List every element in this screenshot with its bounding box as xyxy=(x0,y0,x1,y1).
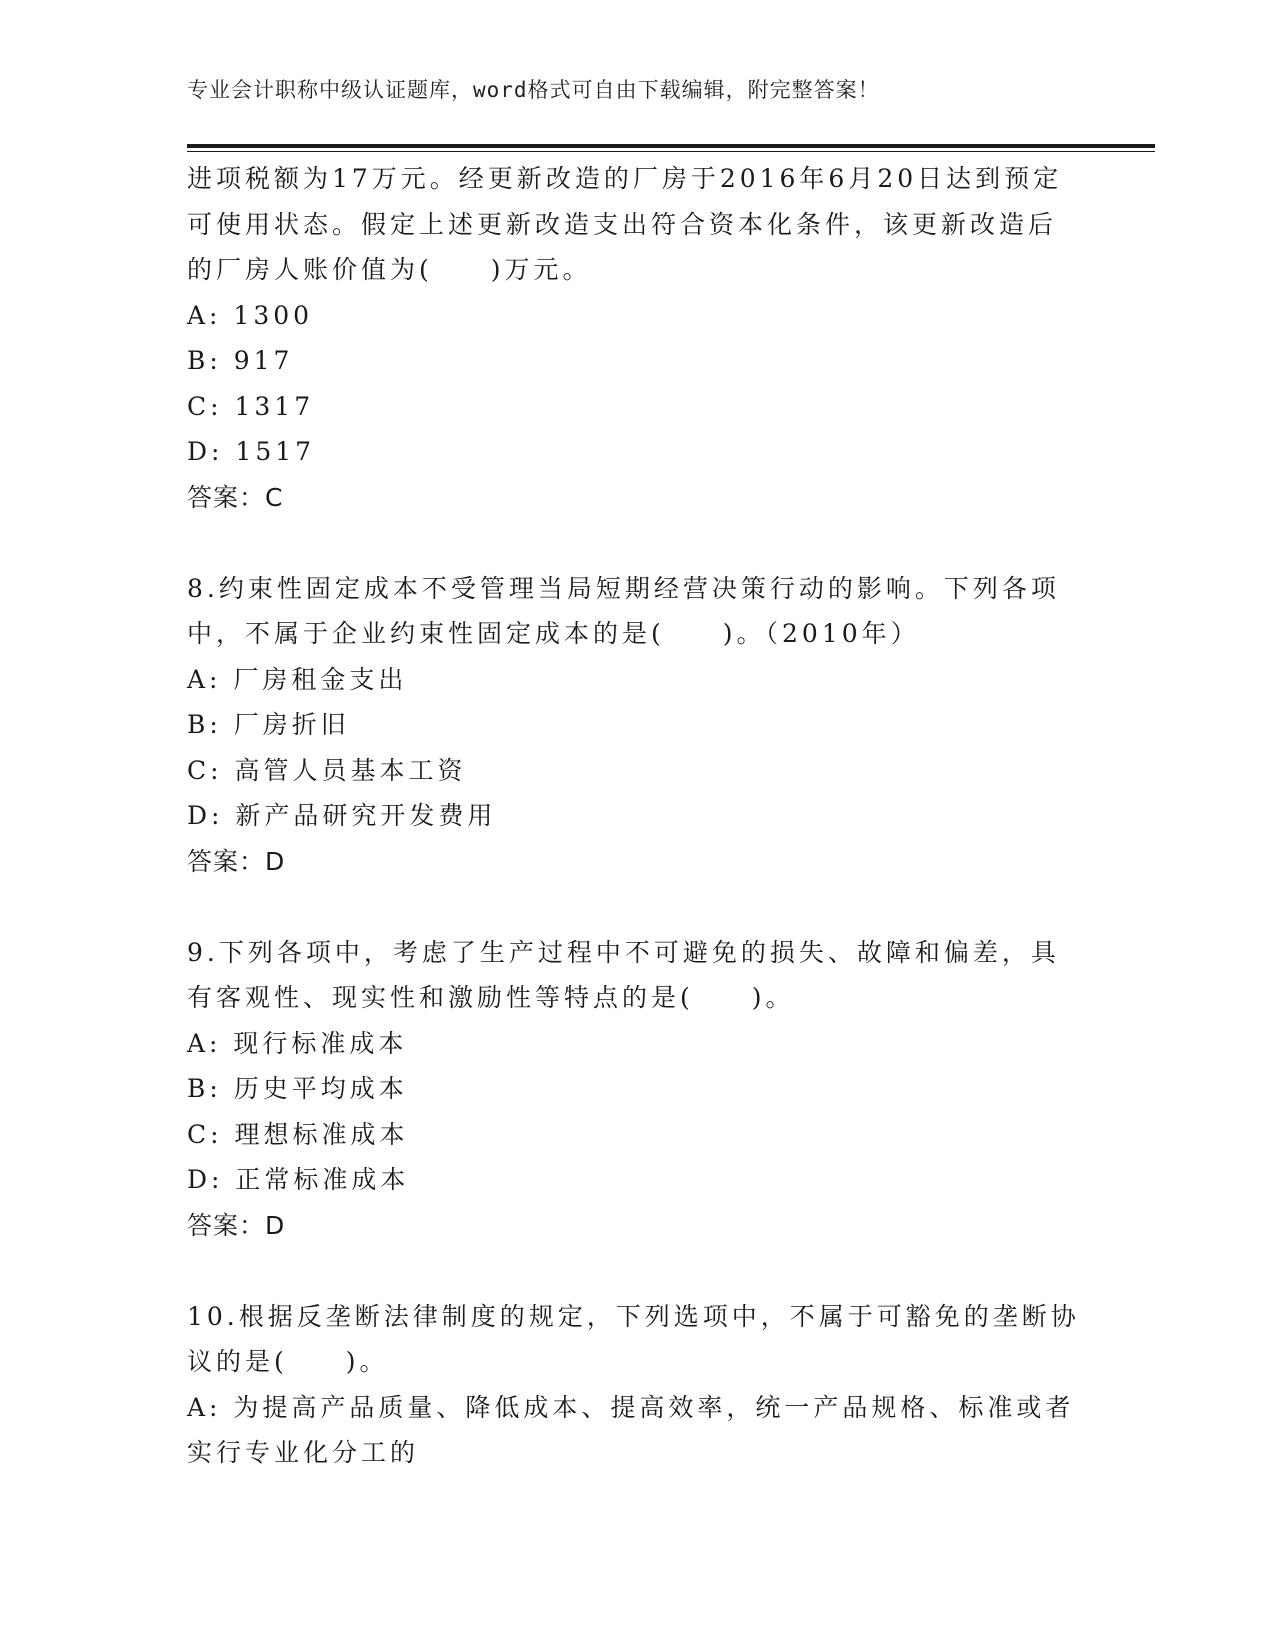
question-text-line: 可使用状态。假定上述更新改造支出符合资本化条件，该更新改造后 xyxy=(187,209,1058,239)
question-9 xyxy=(187,930,1087,1249)
option-a: A: 厂房租金支出 xyxy=(187,664,408,694)
option-d: D: 新产品研究开发费用 xyxy=(187,801,497,830)
question-10 xyxy=(187,1294,1087,1476)
option-b: B: 历史平均成本 xyxy=(187,1074,408,1103)
answer: 答案：D xyxy=(187,1210,286,1240)
option-c: C: 1317 xyxy=(187,391,315,421)
spacer xyxy=(187,884,1087,930)
page-header: 专业会计职称中级认证题库，word格式可自由下载编辑，附完整答案！ xyxy=(187,78,880,102)
spacer xyxy=(187,520,1087,566)
option-c: C: 理想标准成本 xyxy=(187,1119,409,1149)
answer: 答案：D xyxy=(187,846,286,876)
header-rule-thick xyxy=(187,144,1155,148)
option-b: B: 厂房折旧 xyxy=(187,710,350,739)
question-text-line: 8.约束性固定成本不受管理当局短期经营决策行动的影响。下列各项 xyxy=(187,573,1060,603)
question-text-line: 议的是( )。 xyxy=(187,1347,389,1376)
question-8 xyxy=(187,566,1087,885)
question-text-line: 有客观性、现实性和激励性等特点的是( )。 xyxy=(187,983,795,1012)
option-d: D: 正常标准成本 xyxy=(187,1165,410,1194)
document-body xyxy=(187,156,1087,1476)
question-text-line: 进项税额为17万元。经更新改造的厂房于2016年6月20日达到预定 xyxy=(187,164,1063,193)
question-7 xyxy=(187,156,1087,520)
question-text-line: 10.根据反垄断法律制度的规定，下列选项中，不属于可豁免的垄断协 xyxy=(187,1301,1080,1331)
option-b: B: 917 xyxy=(187,346,294,375)
question-text-line: 的厂房人账价值为( )万元。 xyxy=(187,255,592,284)
question-text-line: 9.下列各项中，考虑了生产过程中不可避免的损失、故障和偏差，具 xyxy=(187,937,1060,967)
spacer xyxy=(187,1248,1087,1294)
header-rule-thin xyxy=(187,151,1155,152)
answer: 答案：C xyxy=(187,482,284,512)
option-a: A: 1300 xyxy=(187,300,314,330)
option-a: A: 为提高产品质量、降低成本、提高效率，统一产品规格、标准或者 xyxy=(187,1392,1075,1422)
option-d: D: 1517 xyxy=(187,437,316,466)
option-a-continued: 实行专业化分工的 xyxy=(187,1438,420,1467)
option-c: C: 高管人员基本工资 xyxy=(187,755,467,785)
question-text-line: 中，不属于企业约束性固定成本的是( )。（2010年） xyxy=(187,619,920,648)
option-a: A: 现行标准成本 xyxy=(187,1028,408,1058)
